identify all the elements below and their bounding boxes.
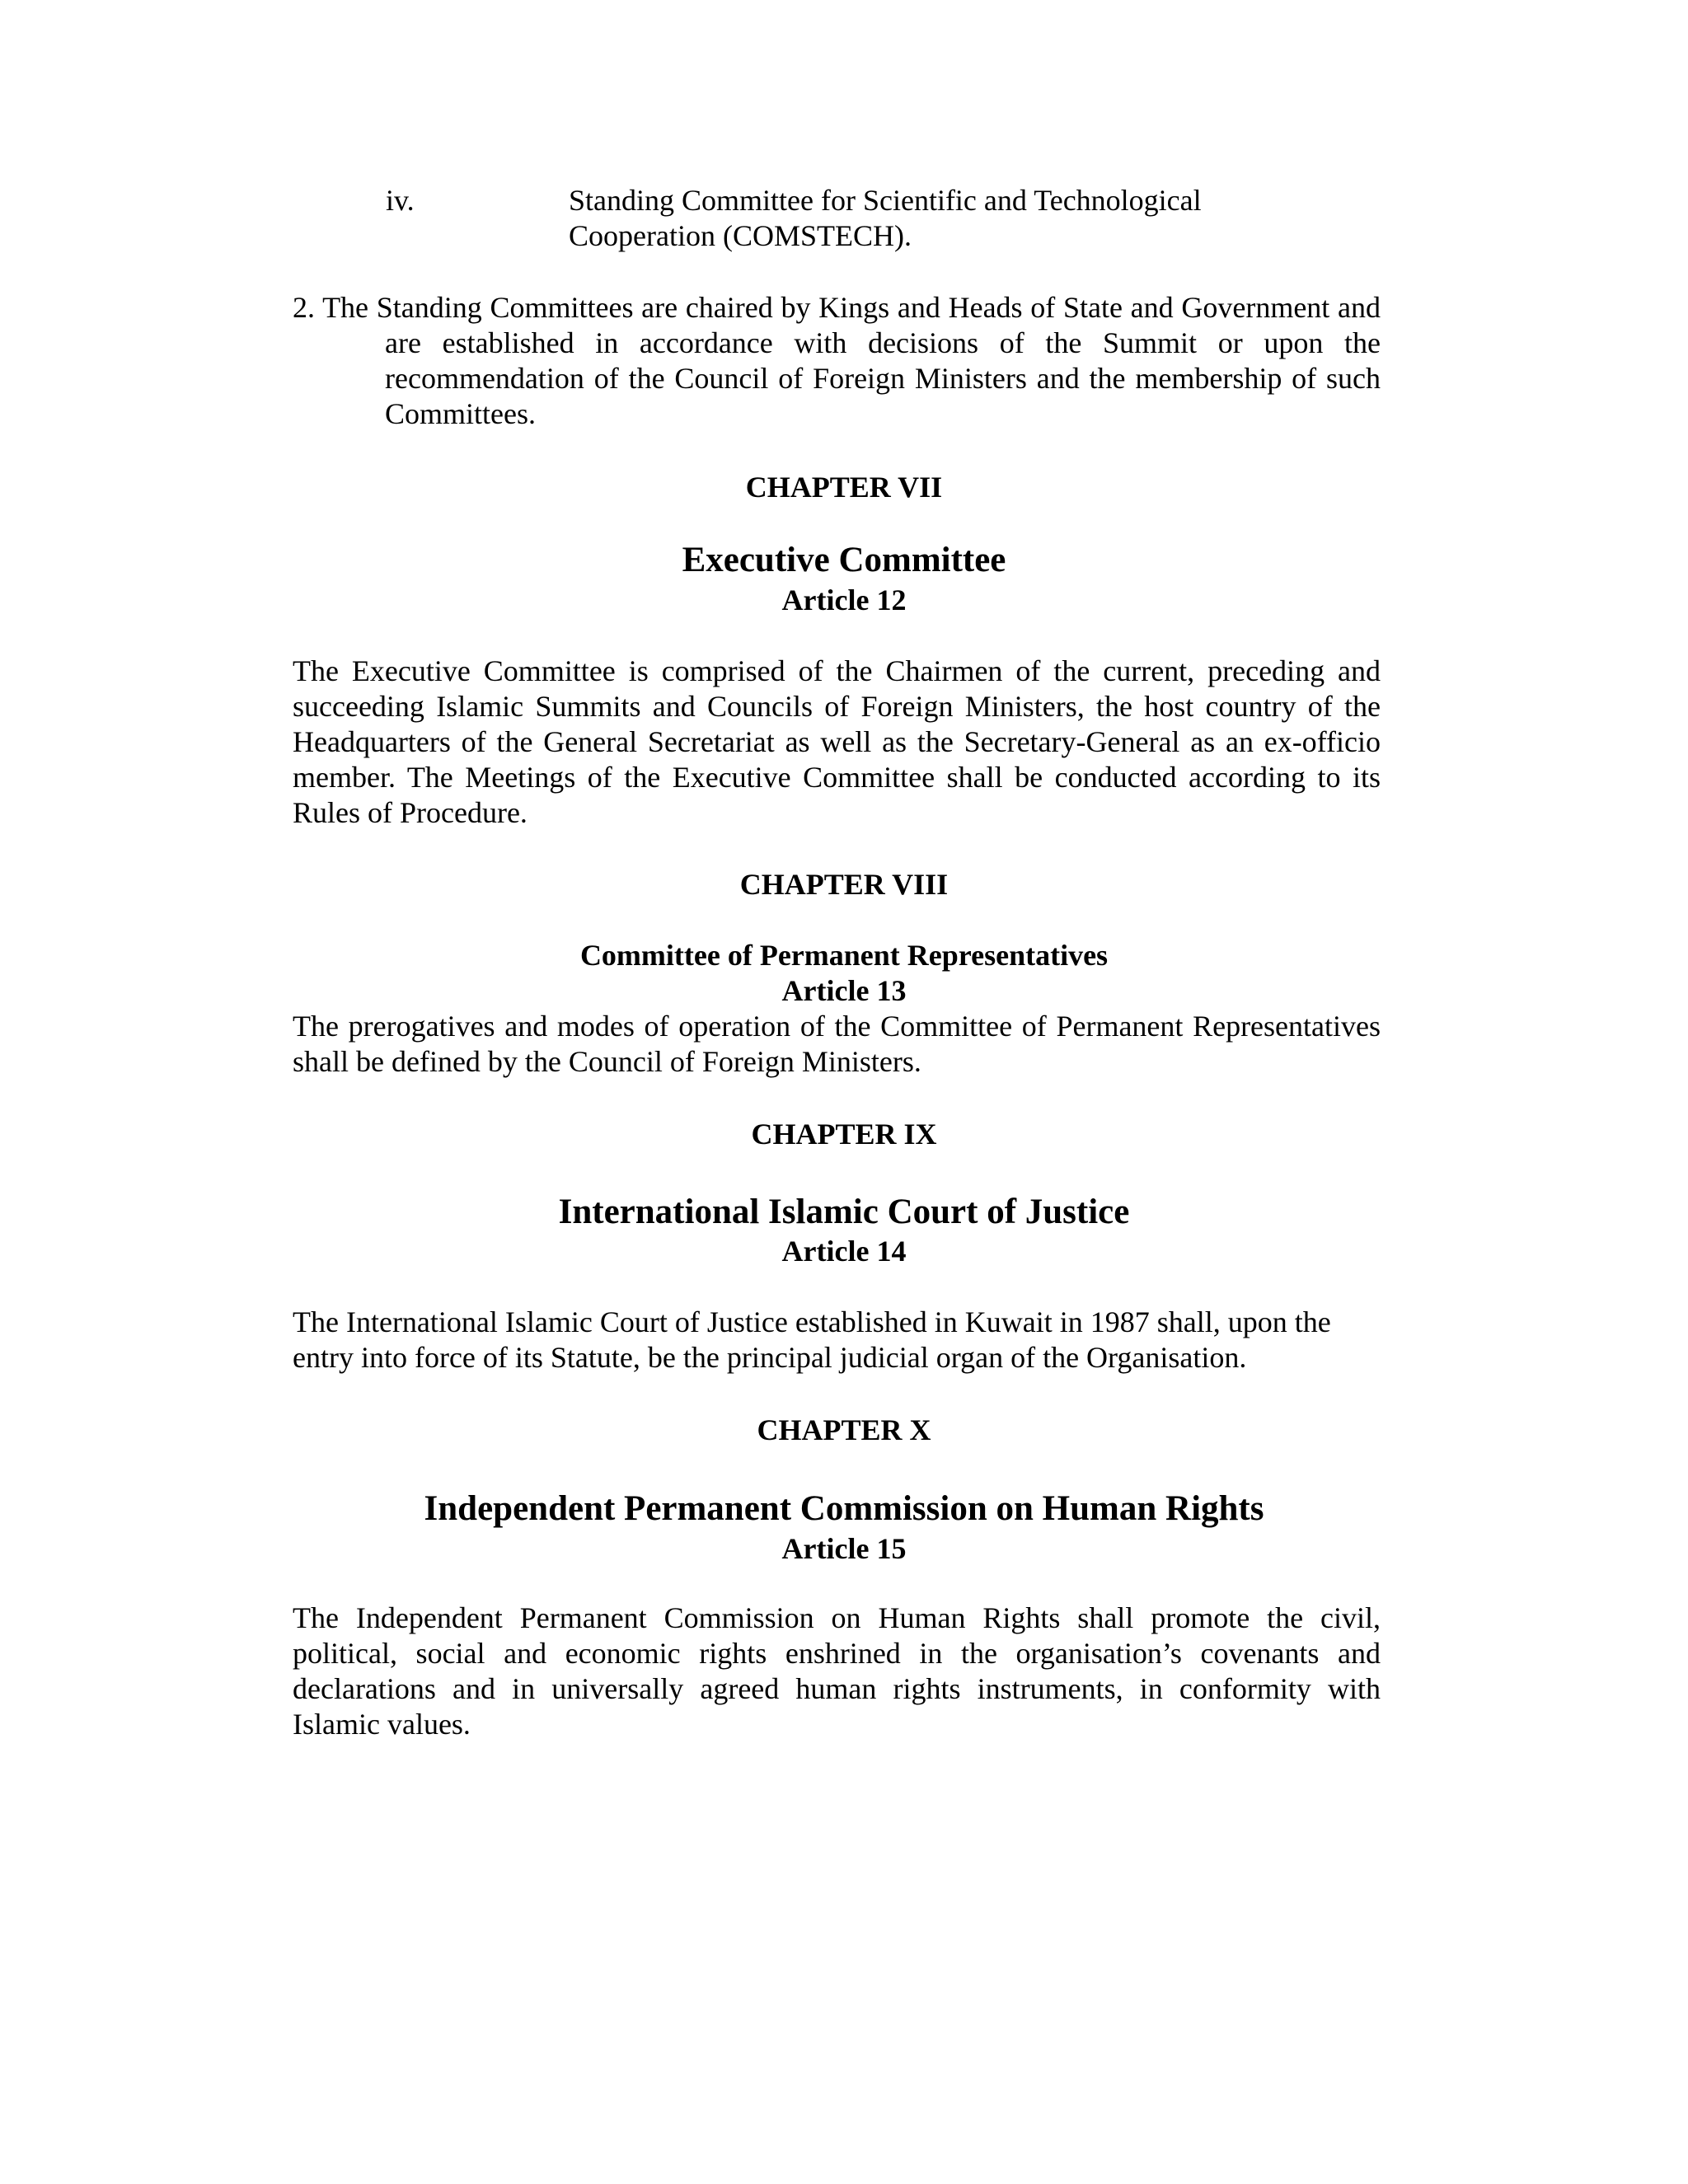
article-body: The International Islamic Court of Justice established in Kuwait in 1987 shall, upon the entry into force of its Statute, be the principal judicial organ of the Organisation. [293, 1305, 1331, 1374]
paragraph-2: 2. The Standing Committees are chaired by Kings and Heads of State and Government and are established in accordance with decisions of the Summit or upon the recommendation of the Council of Foreign Ministers and the membership of such Committees. [293, 291, 1381, 430]
chapter-heading: CHAPTER VIII [739, 868, 949, 901]
chapter-heading: CHAPTER X [757, 1413, 931, 1446]
chapter-title: Independent Permanent Commission on Human Rights [424, 1489, 1264, 1528]
chapter-heading: CHAPTER VII [745, 471, 943, 504]
chapter-title: International Islamic Court of Justice [558, 1193, 1130, 1231]
list-item-text: Standing Committee for Scientific and Technological Cooperation (COMSTECH). [569, 184, 1202, 252]
chapter-title: Executive Committee [682, 541, 1006, 579]
article-body: The Executive Committee is comprised of the Chairmen of the current, preceding and succeeding Islamic Summits and Councils of Foreign Ministers, the host country of the Headquarters of the General Secretariat as well as the Secretary-General as an ex-officio member. The Meetings of the Executive Committee shall be conducted according to its Rules of Procedure. [293, 654, 1381, 829]
article-heading: Article 14 [781, 1235, 907, 1268]
article-heading: Article 13 [781, 974, 907, 1007]
article-body: The Independent Permanent Commission on Human Rights shall promote the civil, political, social and economic rights enshrined in the organisation’s covenants and declarations and in universally agreed human rights instruments, in conformity with Islamic values. [293, 1601, 1381, 1741]
article-heading: Article 12 [781, 583, 907, 616]
list-item-marker: iv. [386, 184, 415, 217]
article-heading: Article 15 [781, 1532, 907, 1565]
chapter-title: Committee of Permanent Representatives [579, 939, 1109, 972]
chapter-heading: CHAPTER IX [751, 1118, 937, 1151]
article-body: The prerogatives and modes of operation of the Committee of Permanent Representatives shall be defined by the Council of Foreign Ministers. [293, 1010, 1381, 1078]
